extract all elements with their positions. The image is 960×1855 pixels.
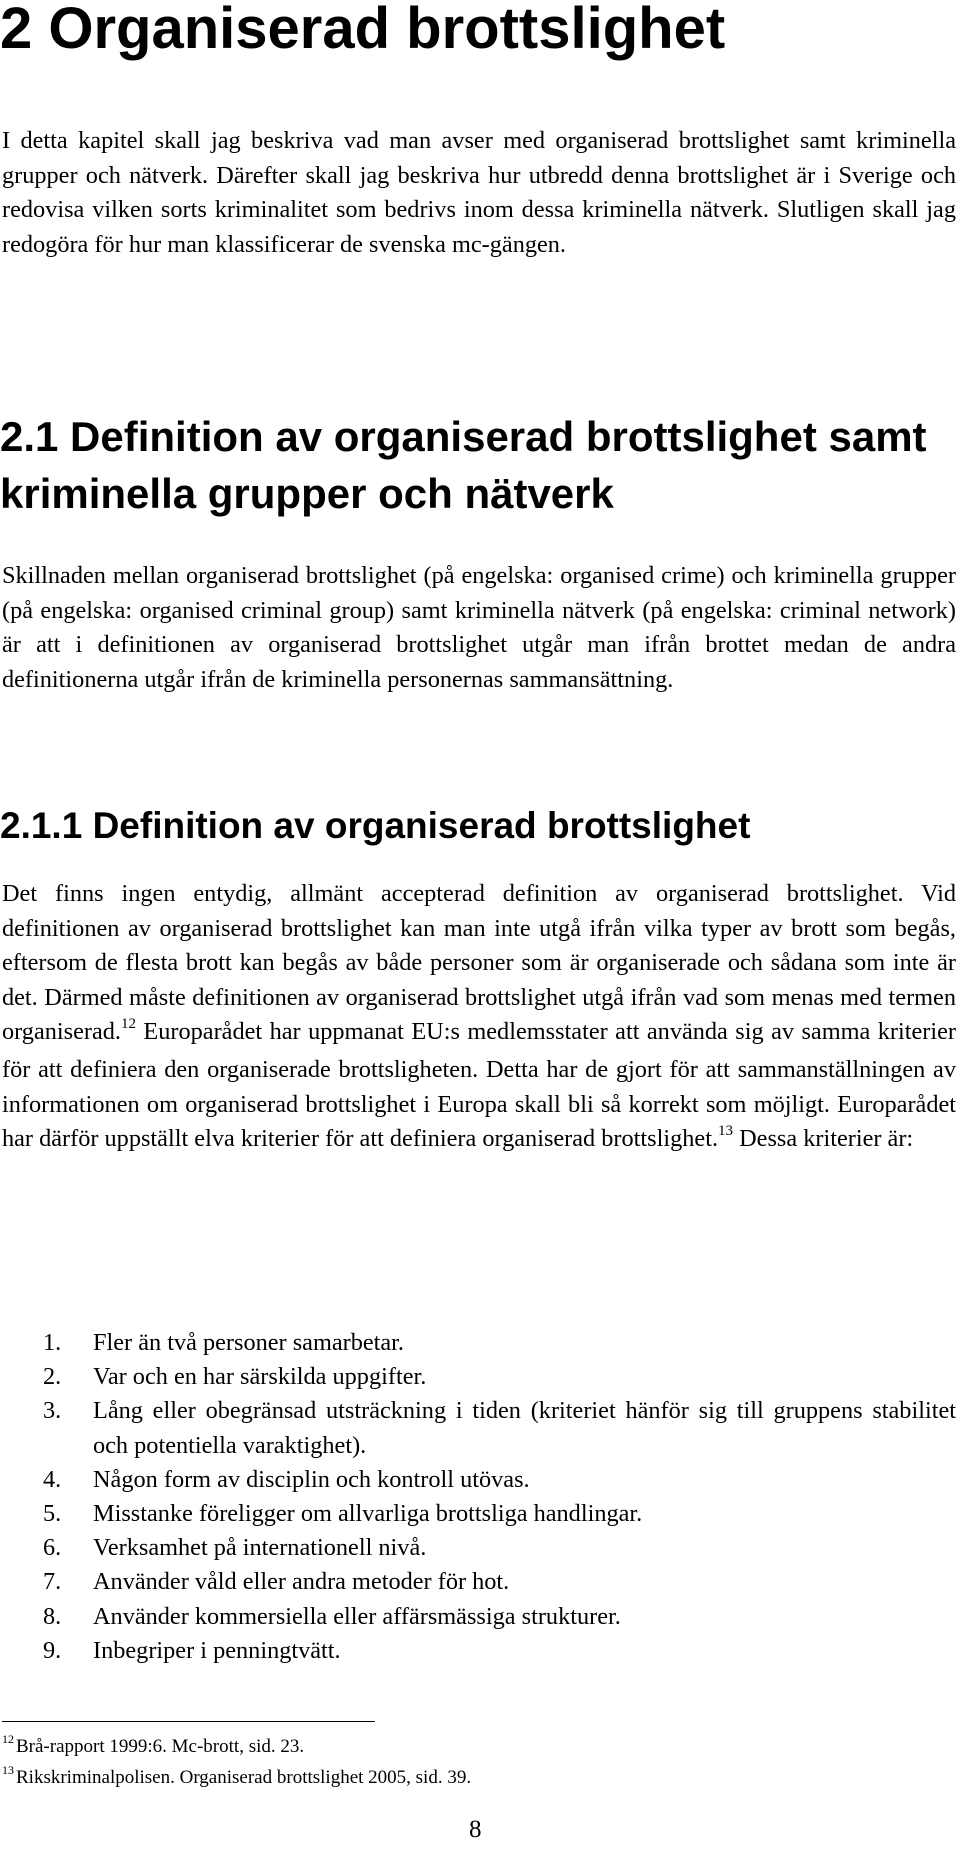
list-item [43, 1326, 956, 1360]
section-2-1-1-paragraph [2, 877, 956, 1160]
list-number: 7. [43, 1568, 62, 1596]
footnote-text: Rikskriminalpolisen. Organiserad brottslighet 2005, sid. 39. [16, 1767, 472, 1788]
footnote-ref-12: 12 [120, 1016, 136, 1033]
list-text: Fler än två personer samarbetar. [93, 1329, 405, 1356]
footnote-13 [2, 1763, 472, 1791]
intro-paragraph: I detta kapitel skall jag beskriva vad man avser med organiserad brottslighet samt kriminella grupper och nätverk. Därefter skall jag beskriva hur utbredd denna brottslighet är i Sverige och redovisa vilken sorts kriminalitet som bedrivs inom dessa kriminella nätverk. Slutligen skall jag redogöra för hur man klassificerar de svenska mc-gängen. [2, 127, 956, 258]
list-item [43, 1531, 956, 1565]
footnote-12 [2, 1732, 305, 1760]
section-heading-2-1: 2.1 Definition av organiserad brottslighet samt kriminella grupper och nätverk [0, 413, 927, 517]
list-item [43, 1463, 956, 1497]
list-number: 1. [43, 1329, 62, 1356]
list-number: 3. [43, 1397, 62, 1425]
list-item [43, 1394, 956, 1462]
list-text: Inbegriper i penningtvätt. [93, 1636, 341, 1664]
chapter-heading: 2 Organiserad brottslighet [0, 0, 726, 61]
list-item [43, 1497, 956, 1531]
paragraph-text-part: Europarådet har uppmanat EU:s medlemsstater att använda sig av samma kriterier för att definiera den organiserade brottsligheten. Detta har de gjort för att sammanställningen av informationen om organiserad brottslighet i Europa skall bli så korrekt som möjligt. Europarådet har därför uppställt elva kriterier för att definiera organiserad brottslighet. [2, 1018, 956, 1153]
paragraph-text-part: Det finns ingen entydig, allmänt accepterad definition av organiserad brottslighet. Vid definitionen av organiserad brottslighet kan man inte utgå ifrån vilka typer av brott som begås, eftersom de flesta brott kan begås av både personer som är organiserade och sådana som inte är det. Därmed måste definitionen av organiserad brottslighet utgå ifrån vad som menas med termen organiserad. [2, 880, 956, 1046]
list-item [43, 1600, 956, 1634]
list-number: 6. [43, 1534, 62, 1562]
page-number: 8 [469, 1816, 482, 1843]
footnote-text: Brå-rapport 1999:6. Mc-brott, sid. 23. [16, 1736, 305, 1757]
list-text: Misstanke föreligger om allvarliga brottsliga handlingar. [93, 1500, 643, 1528]
criteria-list [43, 1326, 956, 1668]
list-number: 4. [43, 1465, 62, 1493]
footnote-number: 13 [2, 1763, 14, 1777]
paragraph-text-part: Dessa kriterier är: [733, 1125, 914, 1153]
footnote-ref-13: 13 [718, 1123, 734, 1140]
list-item [43, 1565, 956, 1599]
list-text: Var och en har särskilda uppgifter. [93, 1363, 427, 1391]
list-text: Använder våld eller andra metoder för hot. [93, 1568, 510, 1596]
section-heading-2-1-1: 2.1.1 Definition av organiserad brottslighet [0, 805, 751, 846]
list-text: Verksamhet på internationell nivå. [93, 1534, 427, 1562]
list-text: Lång eller obegränsad utsträckning i tiden (kriteriet hänför sig till gruppens stabilitet och potentiella varaktighet). [93, 1397, 956, 1459]
list-number: 5. [43, 1500, 62, 1528]
list-item [43, 1360, 956, 1394]
footnote-number: 12 [2, 1732, 14, 1746]
list-number: 2. [43, 1363, 62, 1391]
section-2-1-paragraph: Skillnaden mellan organiserad brottslighet (på engelska: organised crime) och kriminella grupper (på engelska: organised criminal group) samt kriminella nätverk (på engelska: criminal network) är att i definitionen av organiserad brottslighet utgår man ifrån brottet medan de andra definitionerna utgår ifrån de kriminella personernas sammansättning. [2, 562, 956, 693]
list-item [43, 1634, 956, 1668]
list-number: 8. [43, 1602, 62, 1630]
list-number: 9. [43, 1636, 62, 1664]
list-text: Någon form av disciplin och kontroll utövas. [93, 1465, 530, 1493]
list-text: Använder kommersiella eller affärsmässiga strukturer. [93, 1602, 621, 1630]
footnote-divider [2, 1721, 375, 1722]
